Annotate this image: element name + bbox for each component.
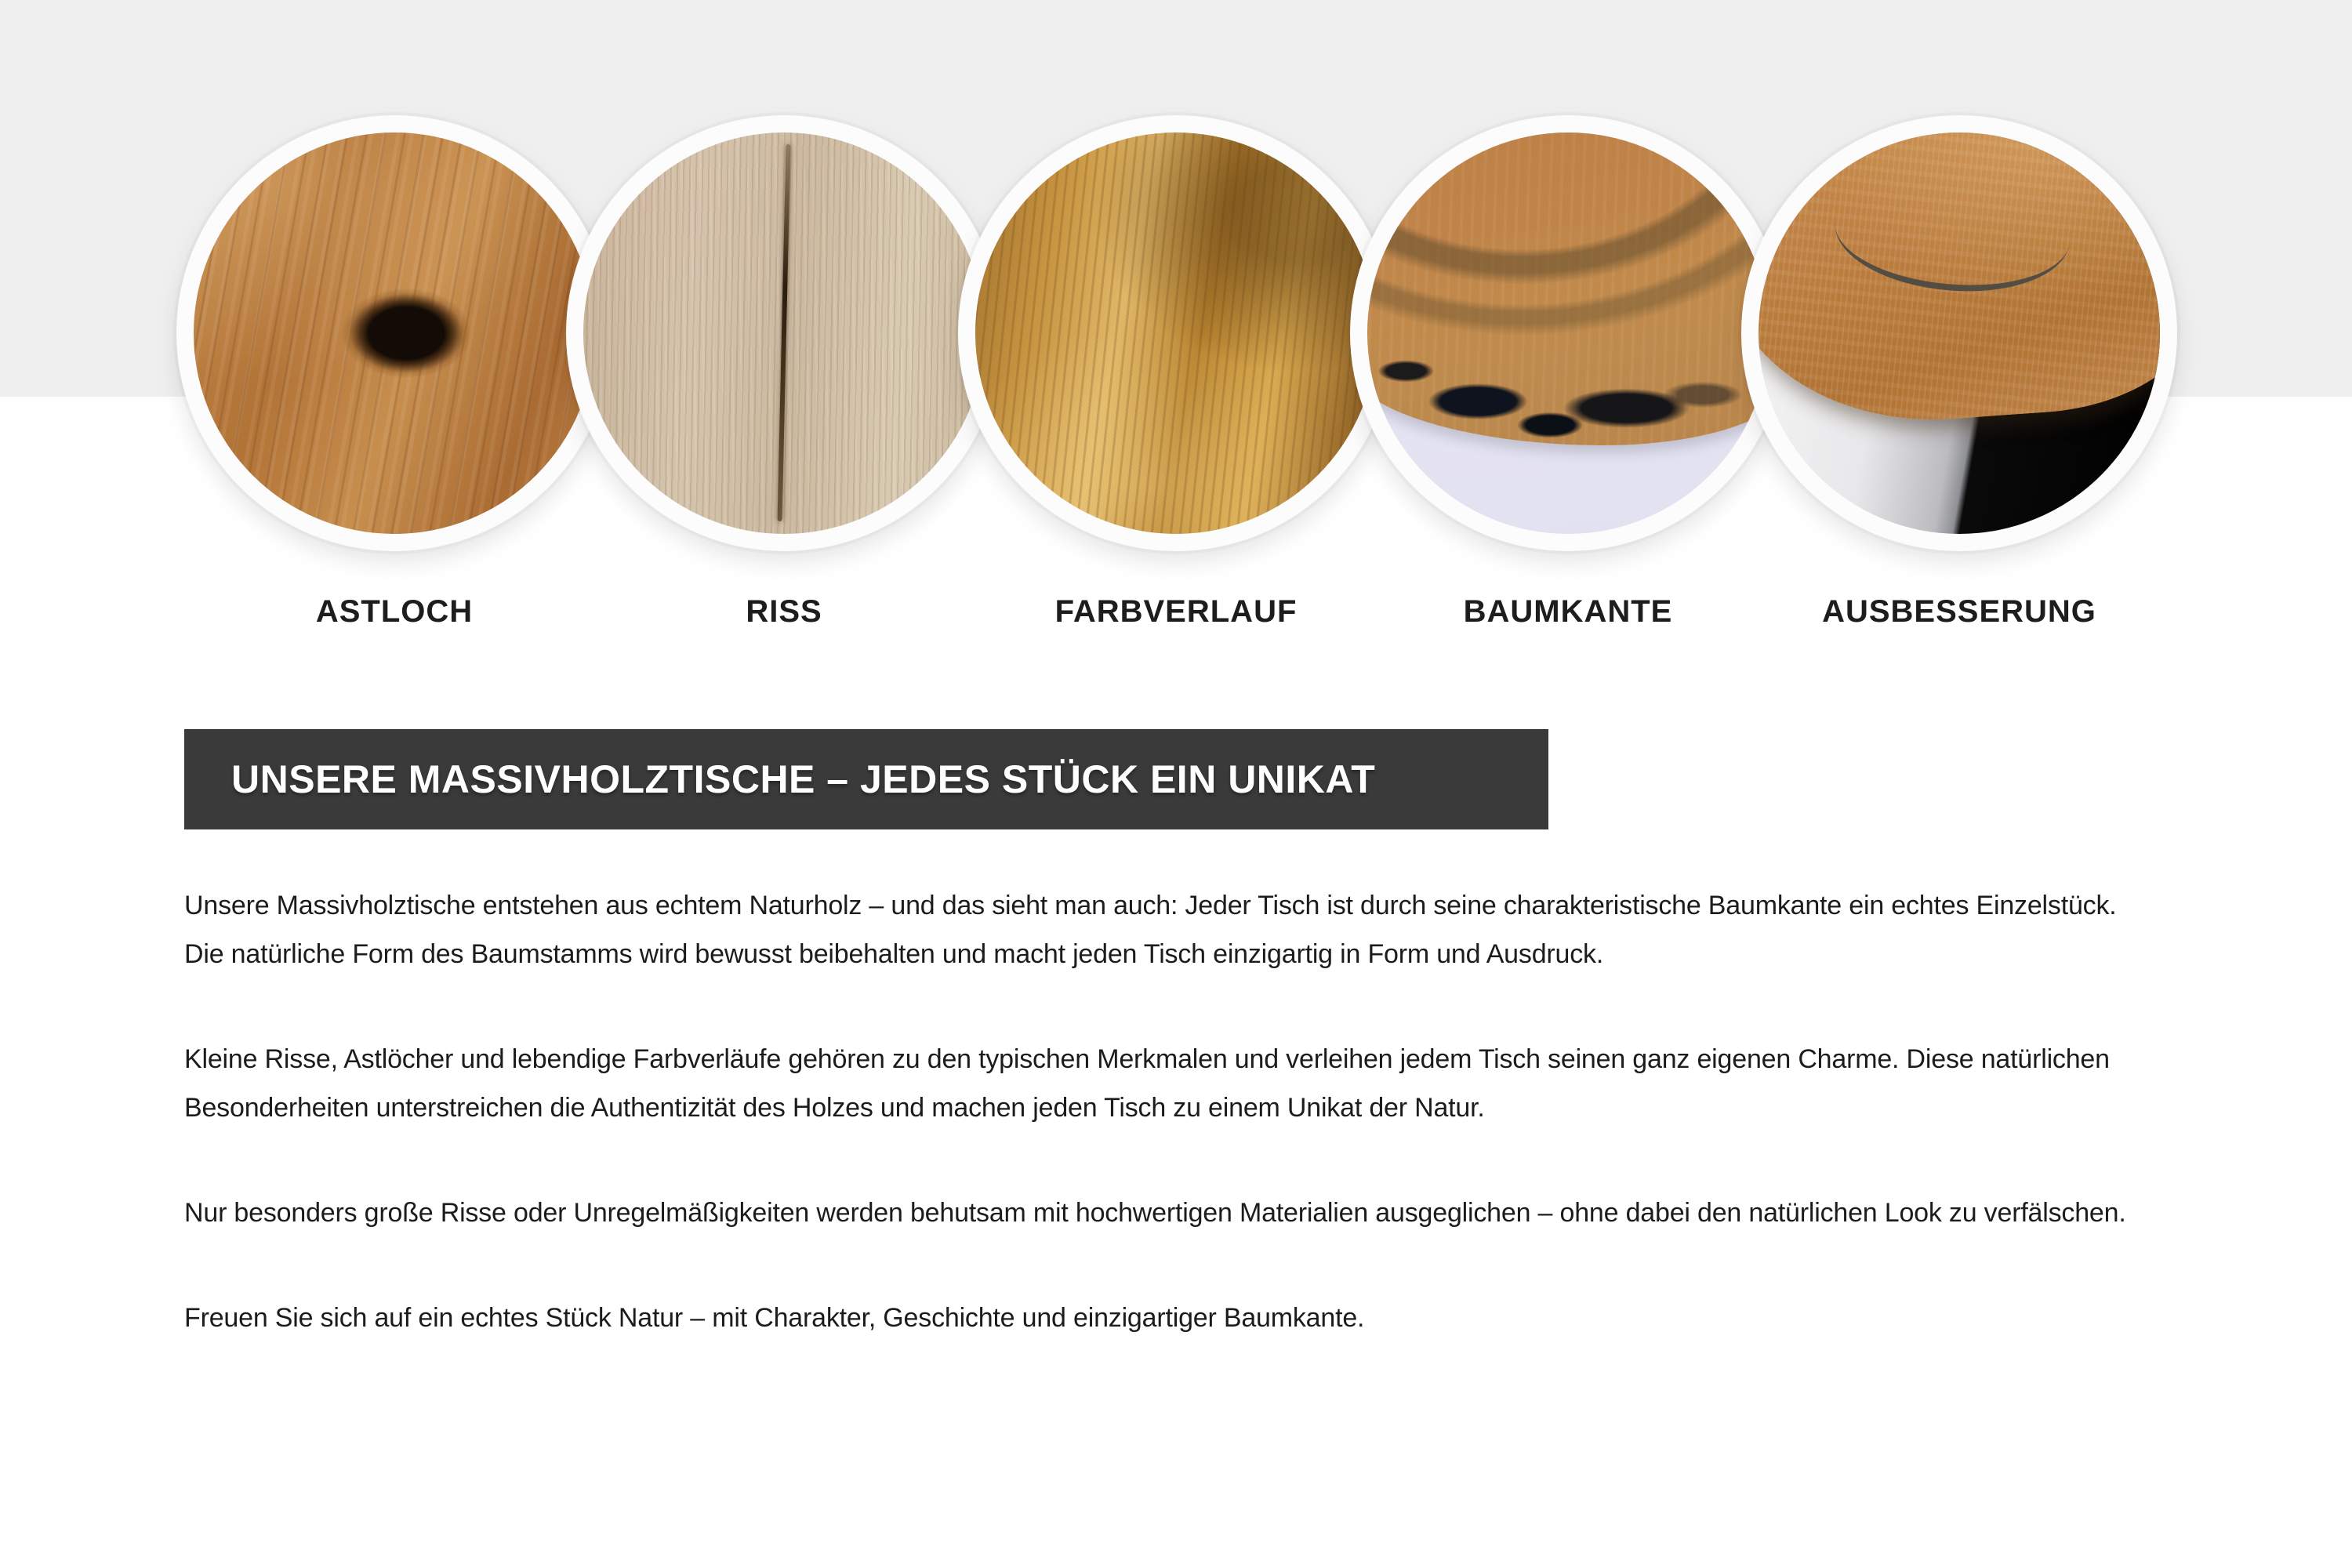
wood-crack-detail [778, 144, 791, 521]
circle-ring [1741, 115, 2177, 551]
section-heading-banner [184, 729, 1548, 829]
live-edge-detail [1367, 132, 1769, 445]
repaired-corner-wood-photo [1759, 132, 2160, 534]
paragraph-closing: Freuen Sie sich auf ein echtes Stück Natur – mit Charakter, Geschichte und einzigartiger Baumkante. [184, 1303, 1365, 1333]
feature-riss [566, 115, 1002, 630]
color-gradient-wood-photo [975, 132, 1377, 534]
body-copy [184, 881, 2152, 1399]
circle-ring [1350, 115, 1786, 551]
feature-astloch [176, 115, 612, 630]
feature-caption-astloch: ASTLOCH [315, 594, 474, 629]
paragraph-repairs: Nur besonders große Risse oder Unregelmäßigkeiten werden behutsam mit hochwertigen Materialien ausgeglichen – ohne dabei den natürlichen Look zu verfälschen. [184, 1198, 2126, 1228]
knothole-wood-photo [194, 132, 595, 534]
paragraph-characteristics: Kleine Risse, Astlöcher und lebendige Farbverläufe gehören zu den typischen Merkmalen und verleihen jedem Tisch seinen ganz eigenen Charme. Diese natürlichen Besonderheiten unterstreichen die Authentizität des Holzes und machen jeden Tisch zu einem Unikat der Natur. [184, 1044, 2110, 1123]
circle-ring [958, 115, 1394, 551]
live-edge-wood-photo [1367, 132, 1769, 534]
circle-ring [176, 115, 612, 551]
table-corner-detail [1759, 132, 2160, 434]
paragraph-intro: Unsere Massivholztische entstehen aus echtem Naturholz – und das sieht man auch: Jeder Tisch ist durch seine charakteristische Baumkante ein echtes Einzelstück. Die natürliche Form des Baumstamms wird bewusst beibehalten und macht jeden Tisch einzigartig in Form und Ausdruck. [184, 891, 2117, 969]
feature-caption-riss: RISS [746, 594, 822, 629]
feature-baumkante [1350, 115, 1786, 630]
section-heading-title: UNSERE MASSIVHOLZTISCHE – JEDES STÜCK EIN UNIKAT [231, 757, 1376, 801]
feature-caption-farbverlauf: FARBVERLAUF [1054, 594, 1298, 629]
feature-ausbesserung [1741, 115, 2177, 630]
feature-caption-baumkante: BAUMKANTE [1463, 594, 1673, 629]
crack-wood-photo [583, 132, 985, 534]
circle-ring [566, 115, 1002, 551]
feature-farbverlauf [958, 115, 1394, 630]
repair-crack-detail [1830, 165, 2074, 301]
feature-caption-ausbesserung: AUSBESSERUNG [1822, 594, 2096, 629]
